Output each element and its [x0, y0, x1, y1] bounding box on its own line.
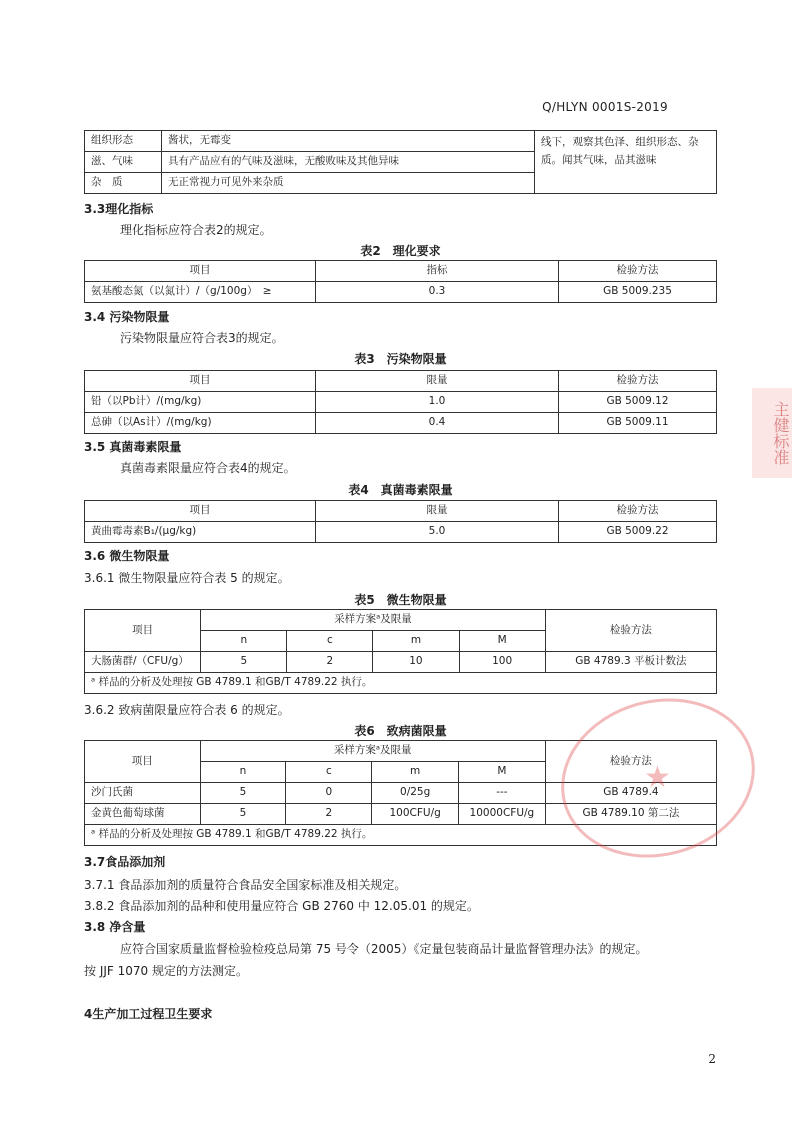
table-header: m — [372, 762, 459, 783]
table-header: 项目 — [85, 741, 201, 783]
sensory-label: 组织形态 — [85, 131, 162, 152]
table-cell: 5 — [200, 783, 286, 804]
sensory-label: 杂 质 — [85, 173, 162, 194]
table-header: 检验方法 — [545, 741, 716, 783]
table-cell: 大肠菌群/（CFU/g） — [85, 652, 201, 673]
section-text: 按 JJF 1070 规定的方法测定。 — [84, 964, 248, 978]
table-cell: GB 5009.12 — [559, 392, 717, 413]
table-cell: 100 — [459, 652, 545, 673]
table-cell: 铅（以Pb计）/(mg/kg) — [85, 392, 316, 413]
table-cell: 总砷（以As计）/(mg/kg) — [85, 413, 316, 434]
table-cell: GB 4789.10 第二法 — [545, 804, 716, 825]
table-header: 检验方法 — [559, 501, 717, 522]
section-heading: 3.3理化指标 — [84, 202, 154, 216]
table-cell: 2 — [286, 804, 372, 825]
table-header: c — [286, 762, 372, 783]
table-row — [85, 392, 717, 413]
section-text: 3.7.1 食品添加剂的质量符合食品安全国家标准及相关规定。 — [84, 878, 407, 892]
table-cell: 5 — [200, 804, 286, 825]
section-text: 真菌毒素限量应符合表4的规定。 — [120, 461, 296, 475]
table-header: M — [458, 762, 545, 783]
section-text: 3.8.2 食品添加剂的品种和使用量应符合 GB 2760 中 12.05.01 的规定。 — [84, 899, 479, 913]
sensory-table — [84, 130, 717, 194]
table-cell: 氨基酸态氮（以氮计）/（g/100g） ≥ — [85, 282, 316, 303]
table-header: 限量 — [316, 371, 559, 392]
document-code: Q/HLYN 0001S-2019 — [542, 100, 668, 114]
table-cell: 0.3 — [316, 282, 559, 303]
table-4 — [84, 500, 717, 543]
sensory-value: 具有产品应有的气味及滋味，无酸败味及其他异味 — [162, 152, 535, 173]
section-text: 理化指标应符合表2的规定。 — [120, 223, 272, 237]
table-header: M — [459, 631, 545, 652]
table-caption: 表6 致病菌限量 — [354, 724, 447, 738]
table-cell: 0/25g — [372, 783, 459, 804]
table-cell: 沙门氏菌 — [85, 783, 201, 804]
table-cell: GB 5009.22 — [559, 522, 717, 543]
table-caption: 表2 理化要求 — [360, 244, 441, 258]
table-caption: 表5 微生物限量 — [354, 593, 447, 607]
table-cell: 2 — [287, 652, 373, 673]
table-cell: 1.0 — [316, 392, 559, 413]
sensory-value: 酱状，无霉变 — [162, 131, 535, 152]
section-heading: 3.8 净含量 — [84, 920, 146, 934]
table-cell: 0.4 — [316, 413, 559, 434]
seal-star-icon: ★ — [644, 760, 671, 795]
section-heading: 3.5 真菌毒素限量 — [84, 440, 182, 454]
table-cell: 100CFU/g — [372, 804, 459, 825]
table-cell: GB 5009.235 — [559, 282, 717, 303]
table-cell: 金黄色葡萄球菌 — [85, 804, 201, 825]
table-note: ᵃ 样品的分析及处理按 GB 4789.1 和GB/T 4789.22 执行。 — [85, 825, 717, 846]
section-text: 3.6.2 致病菌限量应符合表 6 的规定。 — [84, 703, 290, 717]
table-header: 项目 — [85, 501, 316, 522]
table-cell: 0 — [286, 783, 372, 804]
table-header: 限量 — [316, 501, 559, 522]
table-header: n — [200, 762, 286, 783]
table-header: m — [373, 631, 459, 652]
table-header: c — [287, 631, 373, 652]
sensory-method: 线下，观察其色泽、组织形态、杂质。闻其气味，品其滋味 — [535, 131, 717, 194]
table-5 — [84, 609, 717, 694]
section-text: 3.6.1 微生物限量应符合表 5 的规定。 — [84, 571, 290, 585]
table-header: 项目 — [85, 610, 201, 652]
page-number: 2 — [708, 1052, 716, 1066]
section-text: 应符合国家质量监督检验检疫总局第 75 号令（2005）《定量包装商品计量监督管理办法》的规定。 — [120, 942, 648, 956]
section-heading: 3.7食品添加剂 — [84, 855, 166, 869]
table-caption: 表4 真菌毒素限量 — [348, 483, 453, 497]
table-header: 检验方法 — [559, 261, 717, 282]
section-heading: 3.4 污染物限量 — [84, 310, 170, 324]
table-note: ᵃ 样品的分析及处理按 GB 4789.1 和GB/T 4789.22 执行。 — [85, 673, 717, 694]
section-heading: 4生产加工过程卫生要求 — [84, 1007, 213, 1021]
table-cell: --- — [458, 783, 545, 804]
table-row — [85, 652, 717, 673]
table-row — [85, 282, 717, 303]
sensory-label: 滋、气味 — [85, 152, 162, 173]
section-heading: 3.6 微生物限量 — [84, 549, 170, 563]
table-row — [85, 413, 717, 434]
table-cell: 10000CFU/g — [458, 804, 545, 825]
table-header: n — [201, 631, 287, 652]
table-cell: GB 4789.3 平板计数法 — [545, 652, 716, 673]
table-header: 项目 — [85, 261, 316, 282]
table-header: 项目 — [85, 371, 316, 392]
table-3 — [84, 370, 717, 434]
section-text: 污染物限量应符合表3的规定。 — [120, 331, 284, 345]
table-header: 指标 — [316, 261, 559, 282]
sensory-value: 无正常视力可见外来杂质 — [162, 173, 535, 194]
table-header: 检验方法 — [559, 371, 717, 392]
table-header: 采样方案ᵃ及限量 — [200, 741, 545, 762]
table-cell: 10 — [373, 652, 459, 673]
table-caption: 表3 污染物限量 — [354, 352, 447, 366]
table-header: 检验方法 — [545, 610, 716, 652]
table-cell: 黄曲霉毒素B₁/(μg/kg) — [85, 522, 316, 543]
table-cell: 5 — [201, 652, 287, 673]
table-cell: 5.0 — [316, 522, 559, 543]
table-cell: GB 4789.4 — [545, 783, 716, 804]
table-2 — [84, 260, 717, 303]
side-stamp: 主健标准 — [752, 388, 792, 478]
table-row — [85, 522, 717, 543]
table-cell: GB 5009.11 — [559, 413, 717, 434]
table-header: 采样方案ᵃ及限量 — [201, 610, 545, 631]
